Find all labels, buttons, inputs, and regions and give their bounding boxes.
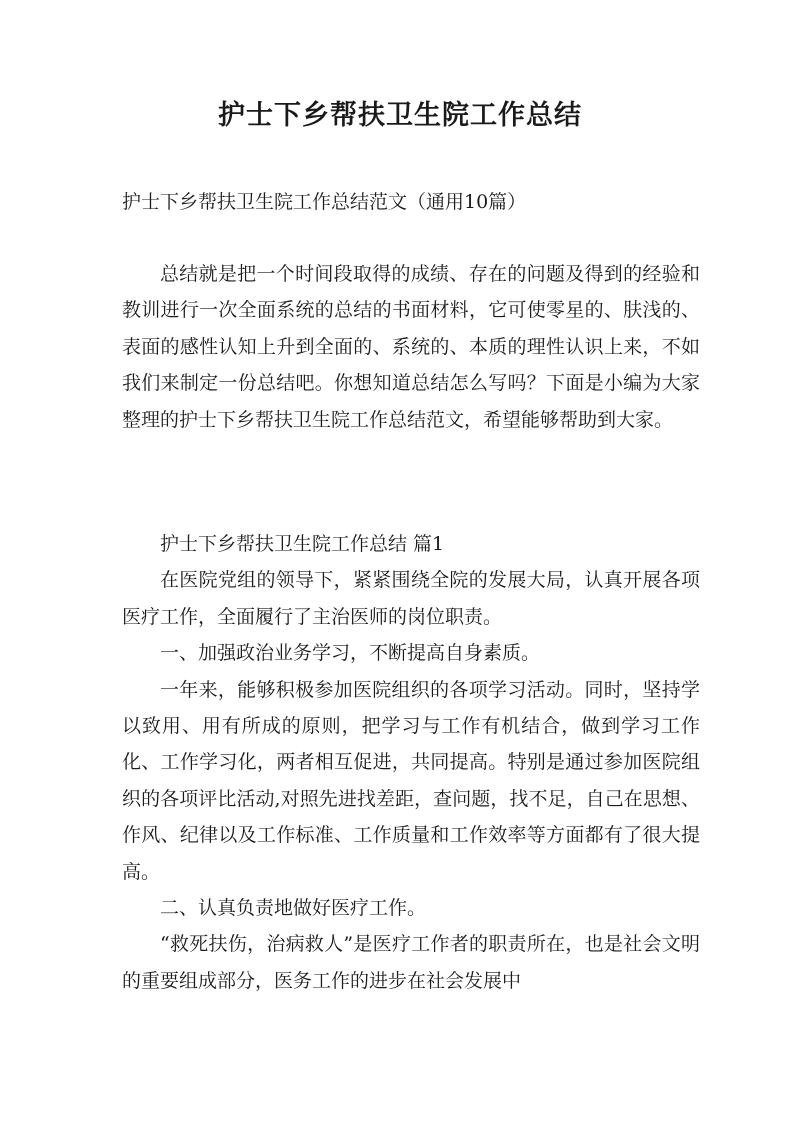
intro-paragraph: 总结就是把一个时间段取得的成绩、存在的问题及得到的经验和教训进行一次全面系统的总结的书面材料，它可使零星的、肤浅的、表面的感性认知上升到全面的、系统的、本质的理性认识上来，不如我们来制定一份总结吧。你想知道总结怎么写吗？下面是小编为大家整理的护士下乡帮扶卫生院工作总结范文，希望能够帮助到大家。	[122, 263, 700, 431]
body-paragraph: 二、认真负责地做好医疗工作。	[160, 897, 427, 920]
body-paragraph: “救死扶伤，治病救人”是医疗工作者的职责所在，也是社会文明的重要组成部分，医务工作的进步在社会发展中	[122, 933, 700, 992]
section-heading: 护士下乡帮扶卫生院工作总结 篇1	[160, 533, 445, 555]
intro-block	[122, 256, 700, 438]
document-title: 护士下乡帮扶卫生院工作总结	[218, 100, 582, 131]
section-block	[122, 526, 700, 999]
document-subtitle: 护士下乡帮扶卫生院工作总结范文（通用10篇）	[122, 191, 527, 213]
body-paragraph: 一年来，能够积极参加医院组织的各项学习活动。同时，坚持学以致用、用有所成的原则，把学习与工作有机结合，做到学习工作化、工作学习化，两者相互促进，共同提高。特别是通过参加医院组织的各项评比活动,对照先进找差距，查问题，找不足，自己在思想、作风、纪律以及工作标准、工作质量和工作效率等方面都有了很大提高。	[122, 678, 700, 883]
body-paragraph: 在医院党组的领导下，紧紧围绕全院的发展大局，认真开展各项医疗工作，全面履行了主治医师的岗位职责。	[122, 569, 700, 628]
body-paragraph: 一、加强政治业务学习，不断提高自身素质。	[160, 642, 541, 665]
